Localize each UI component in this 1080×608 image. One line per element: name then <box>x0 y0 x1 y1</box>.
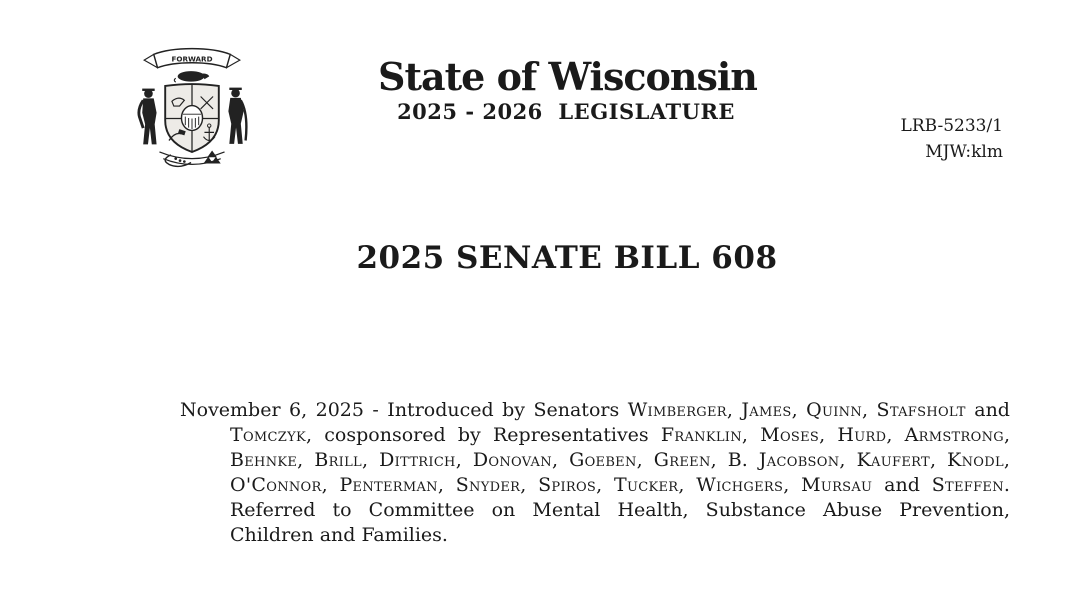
intro-text: , <box>321 474 340 496</box>
legislator-name: Armstrong <box>904 424 1004 446</box>
legislator-name: Snyder <box>455 474 521 496</box>
legislator-name: Kaufert <box>856 449 930 471</box>
legislator-name: Jacobson <box>758 449 840 471</box>
legislator-name: Quinn <box>806 399 863 421</box>
intro-text: , <box>839 449 857 471</box>
intro-text: , <box>862 399 877 421</box>
legislator-name: Green <box>653 449 711 471</box>
lrb-number: LRB-5233/1 <box>900 116 1003 136</box>
intro-text: , <box>636 449 654 471</box>
intro-text: , <box>929 449 948 471</box>
intro-text: , <box>297 449 315 471</box>
intro-text: , <box>678 474 697 496</box>
intro-text: , <box>455 449 473 471</box>
intro-text: , <box>1003 424 1010 446</box>
intro-text: , <box>741 424 761 446</box>
legislator-name: Behnke <box>230 449 298 471</box>
intro-text: , <box>783 474 802 496</box>
legislator-name: O'Connor <box>230 474 322 496</box>
wisconsin-coat-of-arms <box>124 40 260 174</box>
bill-title: 2025 SENATE BILL 608 <box>356 240 778 276</box>
legislator-name: Steffen <box>931 474 1004 496</box>
state-title: State of Wisconsin <box>378 54 757 99</box>
intro-text: , <box>1003 449 1010 471</box>
drafter-code: MJW:klm <box>925 142 1003 162</box>
intro-text: , <box>726 399 742 421</box>
seal-motto-text: FORWARD <box>171 54 213 64</box>
intro-text: , <box>437 474 456 496</box>
legislator-name: Brill <box>314 449 362 471</box>
intro-text: November 6, 2025 - Introduced by Senators <box>180 399 628 421</box>
legislator-name: Franklin <box>660 424 742 446</box>
legislator-name: Stafsholt <box>876 399 966 421</box>
legislator-name: Wimberger <box>627 399 727 421</box>
intro-text: and <box>872 474 932 496</box>
shield-icon <box>165 84 219 152</box>
intro-text: . Referred to Committee on Mental Health, Substance Abuse Prevention, Children and Families. <box>230 474 1010 546</box>
legislator-name: Penterman <box>339 474 438 496</box>
legislator-name: Dittrich <box>379 449 456 471</box>
legislator-name: Mursau <box>801 474 873 496</box>
lrb-reference-block <box>783 113 1003 165</box>
intro-text: and <box>965 399 1010 421</box>
legislator-name: Spiros <box>538 474 597 496</box>
intro-text: , <box>551 449 570 471</box>
intro-text: , cosponsored by Representatives <box>306 424 661 446</box>
masthead <box>378 54 757 124</box>
legislator-name: Wichgers <box>696 474 784 496</box>
intro-text: , <box>361 449 380 471</box>
badger-icon <box>174 71 209 82</box>
legislator-name: Moses <box>760 424 820 446</box>
legislature-session: 2025 - 2026 LEGISLATURE <box>397 99 735 124</box>
intro-text: , <box>520 474 539 496</box>
forward-banner-icon <box>144 49 240 68</box>
legislator-name: Tomczyk <box>230 424 307 446</box>
intro-text: , B. <box>710 449 759 471</box>
legislator-name: Hurd <box>837 424 887 446</box>
legislator-name: Goeben <box>569 449 637 471</box>
introduction-paragraph <box>180 398 1010 548</box>
sailor-supporter-icon <box>139 89 157 144</box>
legislator-name: Knodl <box>947 449 1004 471</box>
intro-text: , <box>791 399 807 421</box>
legislator-name: Donovan <box>472 449 552 471</box>
intro-text: , <box>596 474 615 496</box>
legislator-name: Tucker <box>614 474 679 496</box>
miner-supporter-icon <box>228 89 246 144</box>
legislator-name: James <box>741 399 792 421</box>
intro-text: , <box>886 424 905 446</box>
intro-text: , <box>819 424 838 446</box>
